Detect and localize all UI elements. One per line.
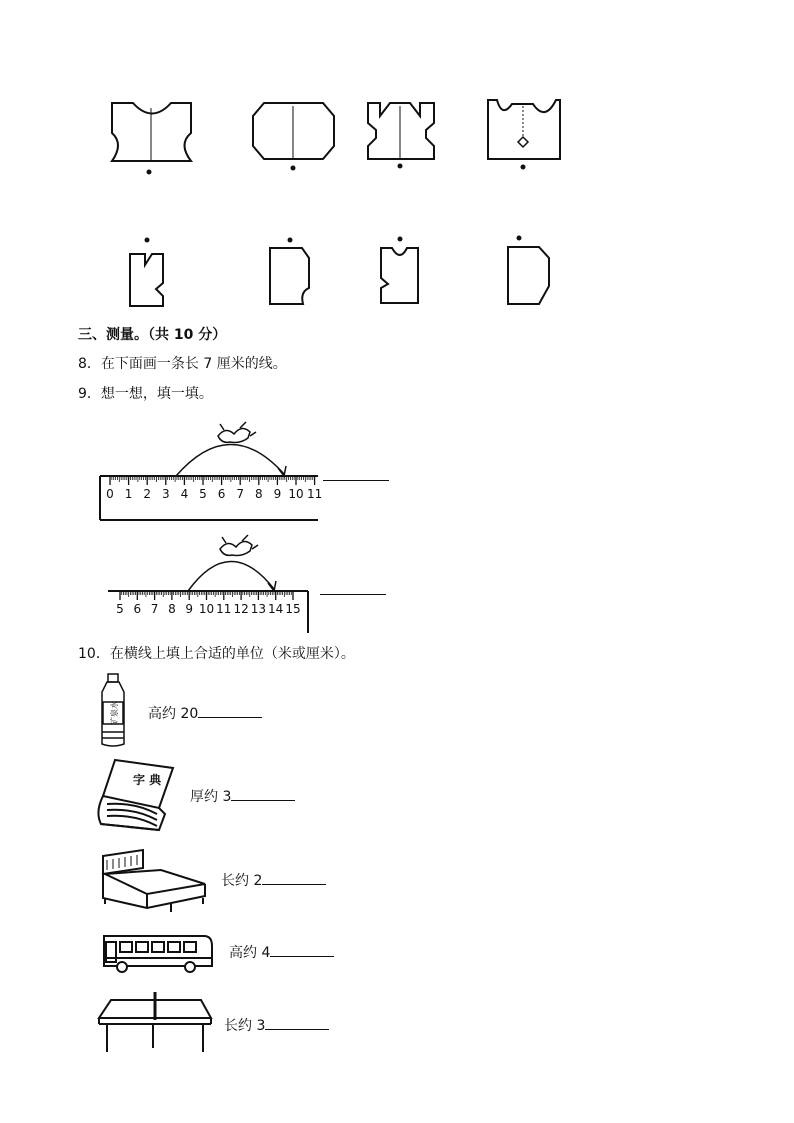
answer-blank[interactable] bbox=[198, 703, 262, 718]
item-row-pingpong bbox=[224, 1015, 329, 1035]
dot bbox=[521, 165, 526, 170]
item-label: 长约 3 bbox=[224, 1018, 266, 1034]
half-shape-1 bbox=[130, 254, 163, 306]
paper-shape-3 bbox=[368, 103, 434, 159]
paper-shape-4 bbox=[488, 100, 560, 159]
ruler-tick-label: 7 bbox=[150, 602, 159, 616]
half-shape-3 bbox=[381, 248, 418, 303]
ruler-1 bbox=[100, 418, 330, 528]
ruler-tick-label: 6 bbox=[133, 602, 142, 616]
ruler-tick-label: 5 bbox=[116, 602, 124, 616]
ruler-tick-label: 8 bbox=[168, 602, 176, 616]
jump-arc bbox=[176, 444, 284, 476]
ruler-tick-label: 3 bbox=[161, 487, 170, 501]
bus-icon bbox=[100, 930, 215, 975]
item-label: 长约 2 bbox=[221, 873, 263, 889]
item-label: 高约 20 bbox=[148, 706, 199, 722]
frog-icon bbox=[218, 422, 256, 443]
bed-icon bbox=[97, 846, 212, 916]
dictionary-icon bbox=[95, 758, 180, 834]
section-heading: 三、测量。（共 10 分） bbox=[78, 327, 227, 343]
dot bbox=[398, 237, 403, 242]
ruler-2 bbox=[108, 535, 328, 635]
item-label: 高约 4 bbox=[229, 945, 271, 961]
answer-blank[interactable] bbox=[231, 786, 295, 801]
answer-blank-ruler-2[interactable] bbox=[320, 580, 386, 595]
item-row-dictionary bbox=[190, 786, 295, 806]
ruler-tick-label: 0 bbox=[106, 487, 114, 501]
ruler-tick-label: 9 bbox=[185, 602, 194, 616]
ruler-tick-label: 7 bbox=[236, 487, 245, 501]
answer-blank[interactable] bbox=[262, 870, 326, 885]
paper-shape-2 bbox=[253, 103, 334, 159]
ruler-tick-label: 15 bbox=[285, 602, 301, 616]
dot bbox=[291, 166, 296, 171]
answer-blank[interactable] bbox=[270, 942, 334, 957]
frog-icon bbox=[220, 535, 258, 556]
jump-arc bbox=[188, 561, 274, 591]
ruler-tick-label: 10 bbox=[288, 487, 304, 501]
ruler-tick-label: 8 bbox=[254, 487, 263, 501]
question-8: 8．在下面画一条长 7 厘米的线。 bbox=[78, 356, 287, 372]
half-shape-4 bbox=[508, 247, 549, 304]
shape-row-bottom bbox=[0, 200, 794, 320]
paper-shape-1 bbox=[112, 103, 191, 161]
item-row-bottle bbox=[148, 703, 262, 723]
ruler-tick-label: 13 bbox=[250, 602, 267, 616]
question-9: 9．想一想，填一填。 bbox=[78, 386, 213, 402]
bottle-icon bbox=[96, 672, 136, 752]
ruler-tick-label: 9 bbox=[273, 487, 282, 501]
half-shape-2 bbox=[270, 248, 309, 304]
ruler-tick-label: 11 bbox=[216, 602, 232, 616]
dot bbox=[398, 164, 403, 169]
ruler-tick-label: 1 bbox=[124, 487, 133, 501]
pingpong-table-icon bbox=[97, 990, 215, 1056]
answer-blank[interactable] bbox=[265, 1015, 329, 1030]
item-label: 厚约 3 bbox=[190, 789, 232, 805]
svg-text:矿泉水: 矿泉水 bbox=[110, 701, 119, 725]
ruler-tick-label: 11 bbox=[306, 487, 323, 501]
ruler-tick-label: 6 bbox=[217, 487, 226, 501]
item-row-bus bbox=[229, 942, 334, 962]
dot bbox=[147, 170, 152, 175]
svg-text:字 典: 字 典 bbox=[133, 773, 162, 787]
ruler-tick-label: 10 bbox=[198, 602, 215, 616]
dot bbox=[517, 236, 522, 241]
ruler-tick-label: 2 bbox=[143, 487, 152, 501]
dot bbox=[145, 238, 150, 243]
ruler-tick-label: 14 bbox=[268, 602, 284, 616]
ruler-body bbox=[100, 476, 318, 520]
item-row-bed bbox=[221, 870, 326, 890]
ruler-tick-label: 5 bbox=[199, 487, 207, 501]
shape-row-top bbox=[0, 0, 794, 200]
answer-blank-ruler-1[interactable] bbox=[323, 466, 389, 481]
dot bbox=[288, 238, 293, 243]
ruler-tick-label: 4 bbox=[180, 487, 189, 501]
question-10: 10．在横线上填上合适的单位（米或厘米）。 bbox=[78, 646, 355, 662]
ruler-tick-label: 12 bbox=[233, 602, 249, 616]
